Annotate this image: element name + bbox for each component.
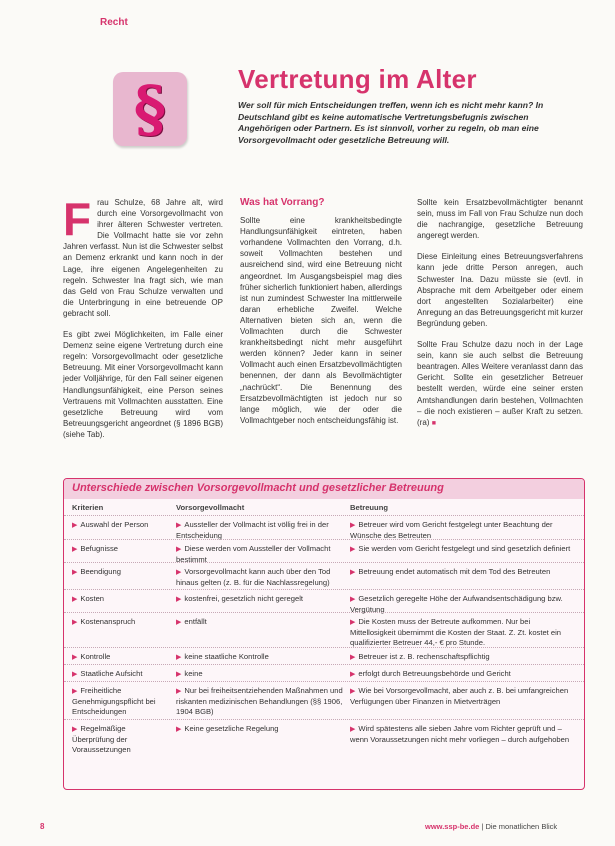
row-criterion (72, 520, 168, 531)
table-row (64, 539, 584, 563)
cell-text: Staatliche Aufsicht (80, 669, 143, 678)
bullet-triangle-icon: ▶ (72, 726, 78, 733)
cell-text: Betreuung endet automatisch mit dem Tod des Betreuten (358, 567, 551, 576)
bullet-triangle-icon: ▶ (350, 596, 356, 603)
table-row (64, 664, 584, 682)
row-criterion (72, 652, 168, 663)
bullet-triangle-icon: ▶ (350, 569, 356, 576)
row-criterion (72, 724, 168, 755)
footer-note: Die monatlichen Blick (485, 822, 558, 831)
col3-paragraph-2: Diese Einleitung eines Betreuungsverfahrens kann jede dritte Person anregen, auch Schwester Ina. Dazu müsste sie (evtl. in Absprache mit dem Arbeitgeber oder einem dort angestellten Sozialarbeiter) eine Anregung an das Betreuungsgericht mit kurzer Begründung geben. (417, 252, 583, 328)
article-column-1 (63, 193, 223, 450)
row-vollmacht (176, 594, 344, 605)
col2-paragraph-1: Sollte eine krankheitsbedingte Handlungsunfähigkeit eintreten, haben vorhandene Vollmachten den Vorrang, d.h. soweit Vollmachten bestehen und ausreichend sind, wird eine Betreuung nicht angeordnet. Im Ausgangsbeispiel mag dies früher sicherlich funktioniert haben, allerdings ist nun zumindest Schwester Ina mittlerweile daran erhebliche Zweifel. Welche Alternativen bieten sich an, wenn die Vollmachten durch die Schwester krankheitsbedingt nicht mehr ausgeführt werden können? Jeder kann in seiner Vollmacht auch einen Ersatzbevollmächtigten benennen, der dann als Bevollmächtigter „nachrückt“. Die Benennung des Ersatzbevollmächtigten ist jedoch nur so lange möglich, wie der oder die Vollmachtgeber noch entscheidungsfähig ist. (240, 216, 402, 425)
bullet-triangle-icon: ▶ (176, 546, 182, 553)
bullet-triangle-icon: ▶ (176, 569, 182, 576)
cell-text: Aussteller der Vollmacht ist völlig frei in der Entscheidung (176, 520, 329, 540)
cell-text: Sie werden vom Gericht festgelegt und sind gesetzlich definiert (358, 544, 571, 553)
page-title: Vertretung im Alter (238, 64, 477, 94)
bullet-triangle-icon: ▶ (350, 671, 356, 678)
cell-text: Wie bei Vorsorgevollmacht, aber auch z. B. bei umfangreichen Verfügungen über Finanzen in Mietverträgen (350, 686, 569, 706)
article-column-3 (417, 197, 583, 439)
bullet-triangle-icon: ▶ (72, 671, 78, 678)
col3-paragraph-1: Sollte kein Ersatzbevollmächtigter benannt sein, muss im Fall von Frau Schulze nun doch die nachrangige, gesetzliche Betreuung angeregt werden. (417, 198, 583, 241)
row-betreuung (350, 544, 576, 555)
cell-text: Kostenanspruch (80, 617, 136, 626)
row-criterion (72, 669, 168, 680)
row-vollmacht (176, 669, 344, 680)
bullet-triangle-icon: ▶ (72, 569, 78, 576)
row-vollmacht (176, 686, 344, 717)
bullet-triangle-icon: ▶ (176, 671, 182, 678)
lead-paragraph: Wer soll für mich Entscheidungen treffen, wenn ich es nicht mehr kann? In Deutschland gibt es keine automatische Vertretungsbefugnis zwischen Angehörigen oder Partnern. Es ist sinnvoll, vorher zu regeln, ob man eine Vorsorgevollmacht oder gesetzliche Betreuung will. (238, 100, 544, 145)
cell-text: kostenfrei, gesetzlich nicht geregelt (184, 594, 304, 603)
cell-text: Nur bei freiheitsentziehenden Maßnahmen und riskanten medizinischen Behandlungen (§§ 1906, 1904 BGB) (176, 686, 343, 716)
cell-text: Diese werden vom Aussteller der Vollmacht bestimmt (176, 544, 331, 564)
bullet-triangle-icon: ▶ (350, 726, 356, 733)
footer-info: www.ssp-be.de | Die monatlichen Blick (425, 822, 558, 831)
table-row (64, 647, 584, 665)
table-title: Unterschiede zwischen Vorsorgevollmacht und gesetzlicher Betreuung (72, 482, 444, 494)
row-vollmacht (176, 520, 344, 541)
paragraph-badge-icon (113, 72, 187, 146)
end-mark-icon: ■ (431, 419, 436, 427)
col1-paragraph-1 (63, 193, 223, 319)
row-betreuung (350, 567, 576, 578)
cell-text: Regelmäßige Überprüfung der Voraussetzungen (72, 724, 131, 754)
bullet-triangle-icon: ▶ (72, 688, 78, 695)
row-criterion (72, 567, 168, 578)
row-vollmacht (176, 652, 344, 663)
bullet-triangle-icon: ▶ (72, 596, 78, 603)
cell-text: keine (184, 669, 203, 678)
cell-text: Vorsorgevollmacht kann auch über den Tod hinaus gelten (z. B. für die Nachlassregelung) (176, 567, 331, 587)
page-number: 8 (40, 822, 45, 831)
cell-text: Freiheitliche Genehmigungspflicht bei Entscheidungen (72, 686, 156, 716)
row-vollmacht (176, 567, 344, 588)
bullet-triangle-icon: ▶ (72, 522, 78, 529)
bullet-triangle-icon: ▶ (72, 654, 78, 661)
footer-site: www.ssp-be.de (425, 822, 480, 831)
row-criterion (72, 617, 168, 628)
row-betreuung (350, 617, 576, 648)
row-criterion (72, 544, 168, 555)
drop-cap: F (63, 193, 92, 245)
table-row (64, 612, 584, 648)
cell-text: Gesetzlich geregelte Höhe der Aufwandsentschädigung bzw. Vergütung (350, 594, 563, 614)
table-row (64, 681, 584, 720)
row-betreuung (350, 520, 576, 541)
bullet-triangle-icon: ▶ (350, 688, 356, 695)
col3-p3-text: Sollte Frau Schulze dazu noch in der Lage sein, kann sie auch selbst die Betreuung beantragen. Alles Weitere veranlasst dann das Gericht. Sollte ein gesetzlicher Betreuer bestellt werden, würde eine seiner ersten Amtshandlungen darin bestehen, Vollmachten – die noch existieren – außer Kraft zu setzen. (ra) (417, 340, 583, 427)
cell-text: Auswahl der Person (80, 520, 149, 529)
bullet-triangle-icon: ▶ (176, 619, 182, 626)
bullet-triangle-icon: ▶ (176, 522, 182, 529)
header-criteria: Kriterien (72, 503, 104, 512)
article-column-2 (240, 197, 402, 436)
table-title-bar (64, 479, 584, 499)
row-vollmacht (176, 724, 344, 735)
comparison-table (63, 478, 585, 790)
row-vollmacht (176, 617, 344, 628)
table-row (64, 515, 584, 540)
cell-text: Wird spätestens alle sieben Jahre vom Richter geprüft und – wenn Voraussetzungen nicht mehr vorliegen – durch aufgehoben (350, 724, 570, 744)
col3-paragraph-3 (417, 339, 583, 429)
row-betreuung (350, 724, 576, 745)
bullet-triangle-icon: ▶ (176, 726, 182, 733)
row-criterion (72, 686, 168, 717)
table-row (64, 719, 584, 768)
cell-text: Kontrolle (80, 652, 111, 661)
bullet-triangle-icon: ▶ (350, 619, 356, 626)
bullet-triangle-icon: ▶ (350, 522, 356, 529)
bullet-triangle-icon: ▶ (176, 596, 182, 603)
bullet-triangle-icon: ▶ (72, 619, 78, 626)
row-betreuung (350, 686, 576, 707)
col1-paragraph-2: Es gibt zwei Möglichkeiten, im Falle einer Demenz seine eigene Vertretung durch eine regeln: Vorsorgevollmacht oder gesetzliche Betreuung. Mit einer Vorsorgevollmacht kann jeder Volljährige, für den Fall seiner eigenen Handlungsunfähigkeit, eine Person seines Vertrauens mit Vollmachten ausstatten. Eine gesetzliche Betreuung wird vom Betreuungsgericht angeordnet (§ 1896 BGB) (siehe Tab). (63, 330, 223, 439)
cell-text: erfolgt durch Betreuungsbehörde und Gericht (358, 669, 511, 678)
table-row (64, 589, 584, 613)
bullet-triangle-icon: ▶ (176, 688, 182, 695)
bullet-triangle-icon: ▶ (176, 654, 182, 661)
cell-text: Beendigung (80, 567, 121, 576)
bullet-triangle-icon: ▶ (350, 654, 356, 661)
section-label: Recht (100, 17, 128, 28)
cell-text: Die Kosten muss der Betreute aufkommen. Nur bei Mittellosigkeit übernimmt die Kosten der Staat. Z. Zt. kostet ein qualifizierter Betreuer 44,- € pro Stunde. (350, 617, 562, 647)
cell-text: Betreuer wird vom Gericht festgelegt unter Beachtung der Wünsche des Betreuten (350, 520, 553, 540)
col1-p1-text: rau Schulze, 68 Jahre alt, wird durch eine Vorsorgevollmacht von ihrer älteren Schwester vertreten. Die Vollmacht hatte sie vor zehn Jahren verfasst. Nun ist die Schwester selbst an Demenz erkrankt und kann noch in der Lage, ihre eigenen Angelegenheiten zu regeln. Schwester Ina fragt sich, wie man das Geld von Frau Schulze verwalten und die Unterbringung in eine betreuende OP gebracht soll. (63, 198, 223, 318)
paragraph-symbol: § (133, 72, 167, 145)
row-criterion (72, 594, 168, 605)
row-betreuung (350, 669, 576, 680)
cell-text: Betreuer ist z. B. rechenschaftspflichtig (358, 652, 490, 661)
cell-text: Kosten (80, 594, 105, 603)
header-betreuung: Betreuung (350, 503, 388, 512)
cell-text: Keine gesetzliche Regelung (184, 724, 279, 733)
bullet-triangle-icon: ▶ (350, 546, 356, 553)
section-heading: Was hat Vorrang? (240, 197, 325, 208)
table-row (64, 562, 584, 590)
cell-text: entfällt (184, 617, 207, 626)
header-vorsorgevollmacht: Vorsorgevollmacht (176, 503, 245, 512)
row-betreuung (350, 652, 576, 663)
cell-text: Befugnisse (80, 544, 118, 553)
bullet-triangle-icon: ▶ (72, 546, 78, 553)
cell-text: keine staatliche Kontrolle (184, 652, 269, 661)
